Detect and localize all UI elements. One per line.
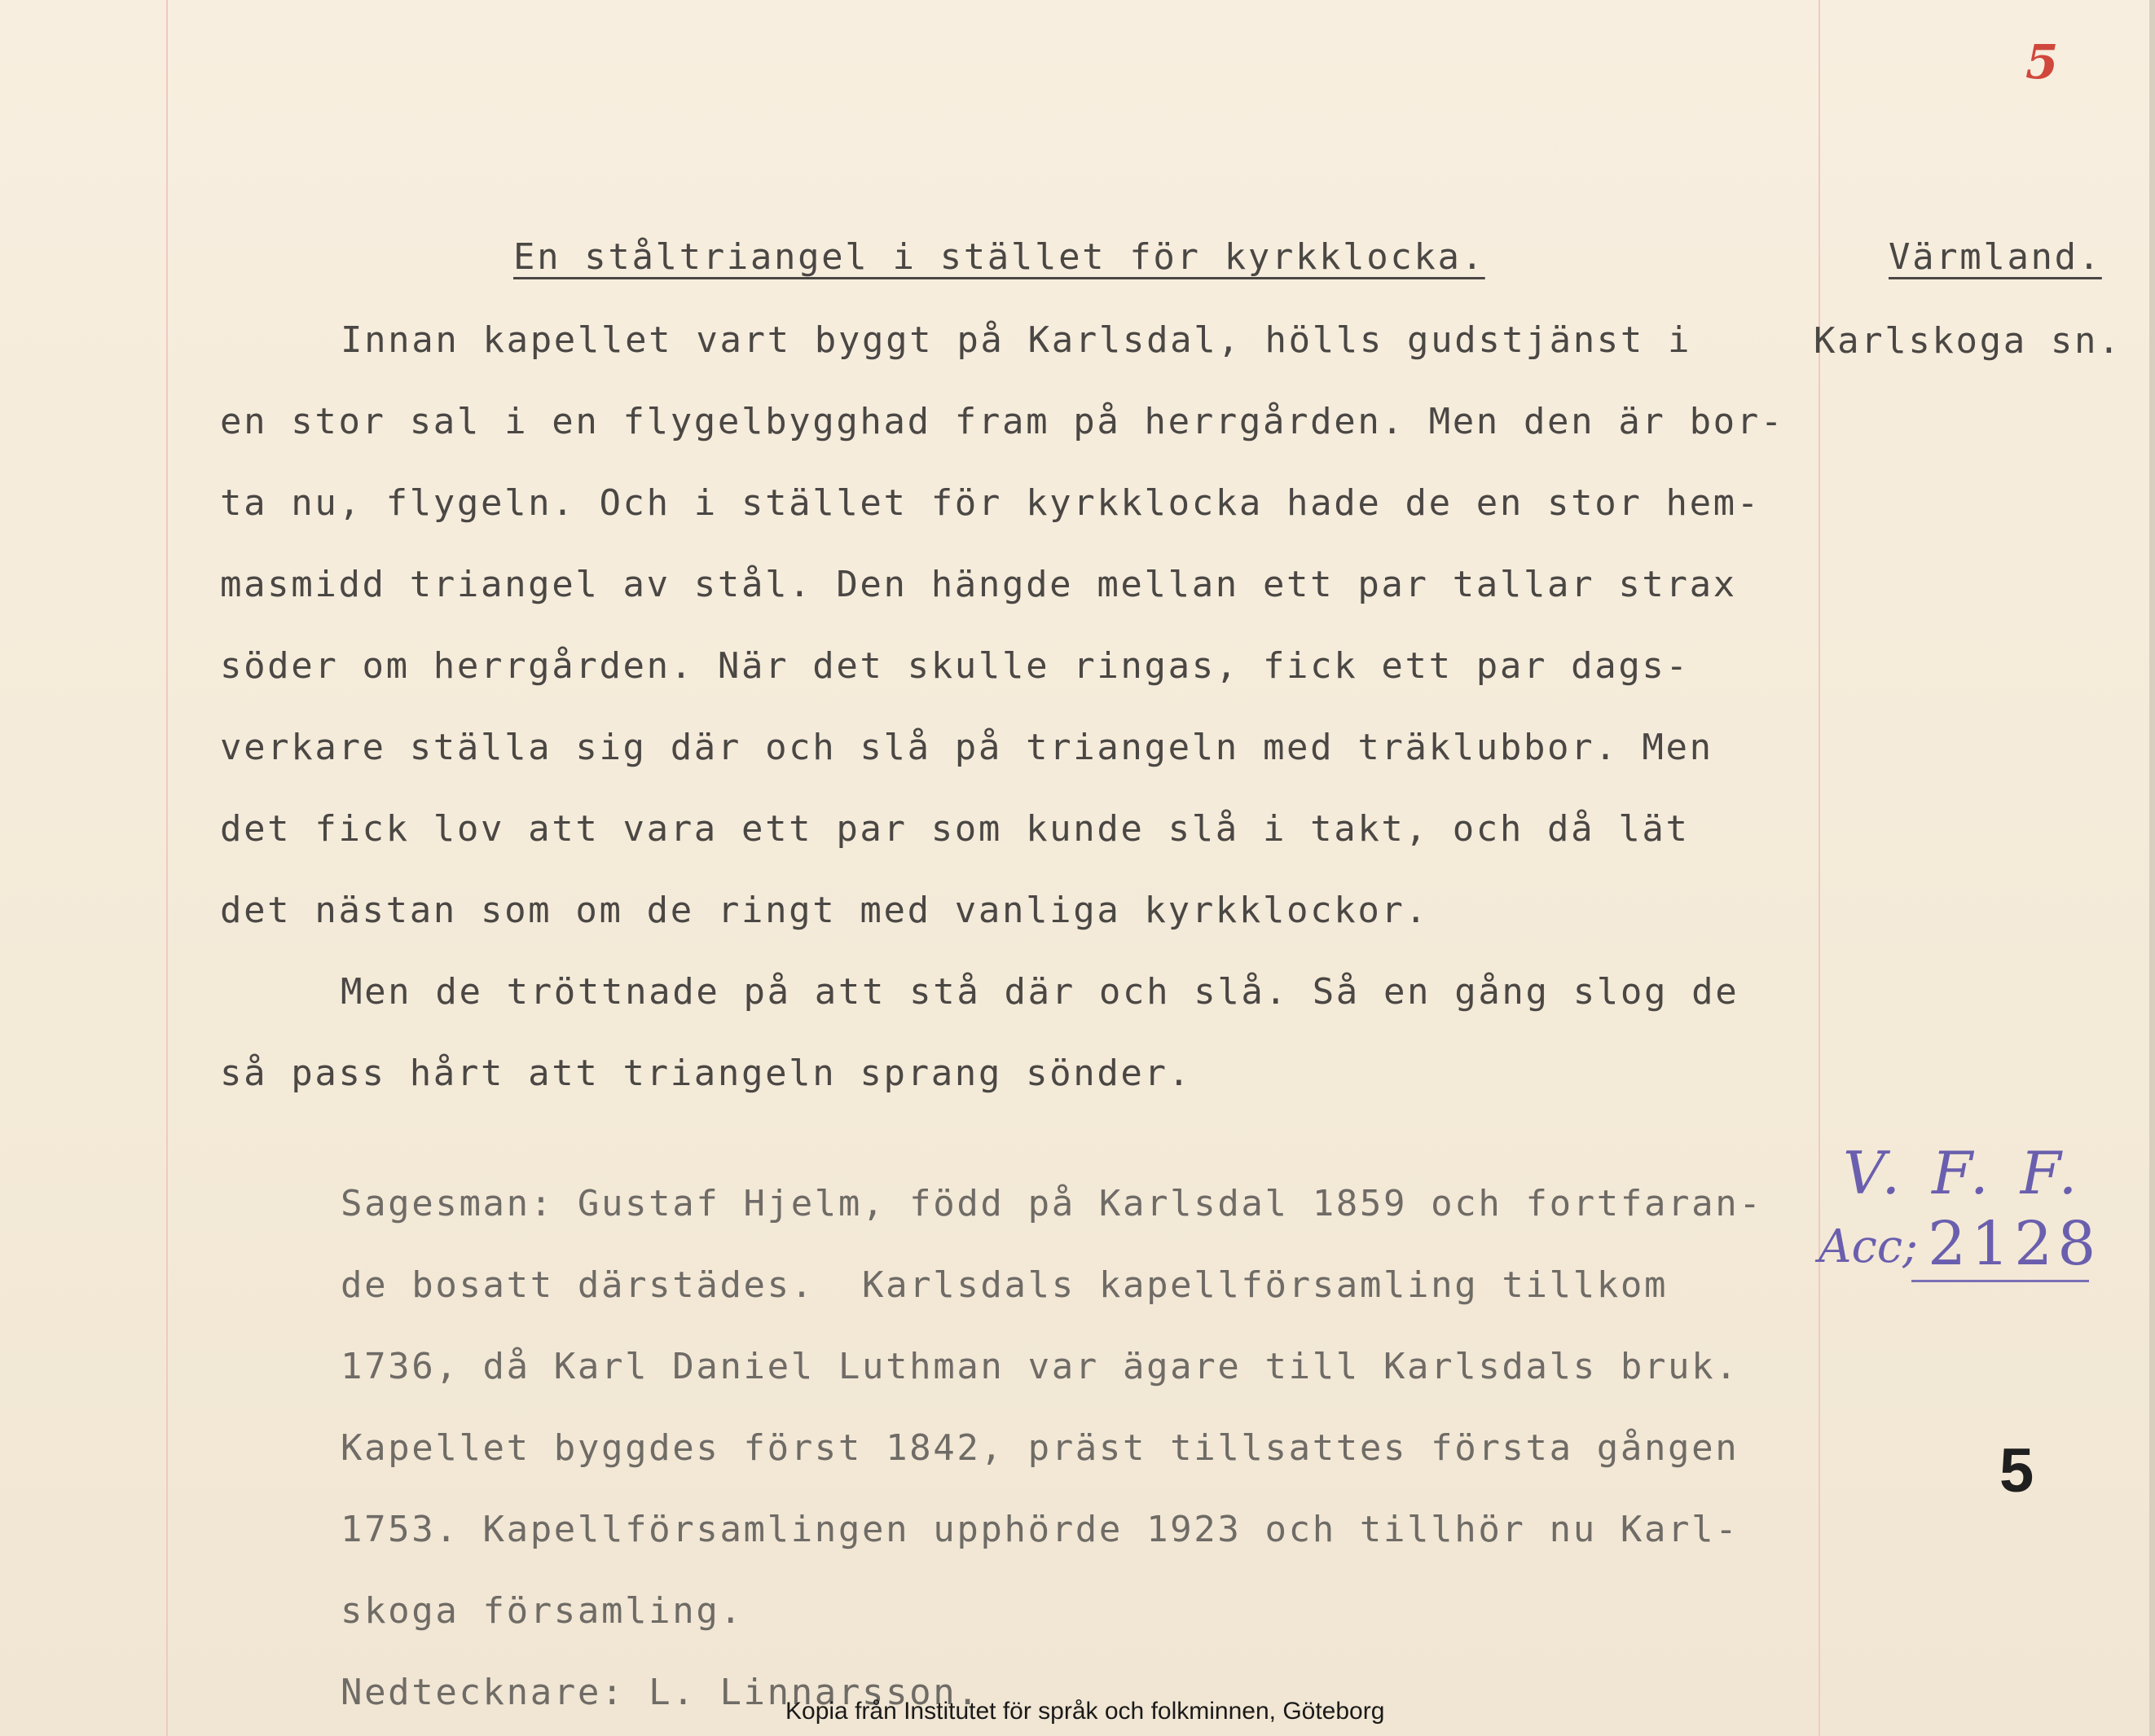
stamp-acc-number: 2128 bbox=[1928, 1209, 2101, 1279]
body-line: det fick lov att vara ett par som kunde slå i takt, och då lät bbox=[220, 808, 1690, 850]
copy-footer: Kopia från Institutet för språk och folkminnen, Göteborg bbox=[785, 1698, 1385, 1725]
stamp-vff: V. F. F. bbox=[1843, 1139, 2084, 1207]
note-line: de bosatt därstädes. Karlsdals kapellförsamling tillkom bbox=[341, 1264, 1669, 1306]
archive-page-mark: 5 bbox=[2025, 34, 2059, 90]
body-line: ta nu, flygeln. Och i stället för kyrkklocka hade de en stor hem- bbox=[220, 482, 1761, 524]
region-label: Värmland. bbox=[1889, 236, 2102, 278]
body-line: det nästan som om de ringt med vanliga kyrkklockor. bbox=[220, 890, 1429, 931]
note-line: Sagesman: Gustaf Hjelm, född på Karlsdal 1859 och fortfaran- bbox=[341, 1183, 1763, 1224]
note-line: skoga församling. bbox=[341, 1590, 744, 1632]
body-line: söder om herrgården. När det skulle ringas, fick ett par dags- bbox=[220, 645, 1690, 687]
page-number: 5 bbox=[1999, 1436, 2034, 1505]
right-margin-rule bbox=[1819, 0, 1820, 1736]
note-line: Kapellet byggdes först 1842, präst tillsattes första gången bbox=[341, 1427, 1739, 1469]
left-margin-rule bbox=[166, 0, 168, 1736]
body-line: Innan kapellet vart byggt på Karlsdal, hölls gudstjänst i bbox=[341, 319, 1692, 361]
note-line: Nedtecknare: L. Linnarsson. bbox=[341, 1672, 981, 1713]
body-line: en stor sal i en flygelbygghad fram på herrgården. Men den är bor- bbox=[220, 401, 1784, 442]
stamp-underline bbox=[1911, 1280, 2089, 1282]
body-line: verkare ställa sig där och slå på triangeln med träklubbor. Men bbox=[220, 727, 1713, 768]
body-line: Men de tröttnade på att stå där och slå. Så en gång slog de bbox=[341, 971, 1739, 1013]
note-line: 1736, då Karl Daniel Luthman var ägare till Karlsdals bruk. bbox=[341, 1346, 1739, 1387]
stamp-acc-label: Acc; bbox=[1819, 1220, 1919, 1273]
document-title: En ståltriangel i stället för kyrkklocka. bbox=[513, 236, 1485, 278]
scan-edge bbox=[2149, 0, 2155, 1736]
note-line: 1753. Kapellförsamlingen upphörde 1923 och tillhör nu Karl- bbox=[341, 1509, 1739, 1550]
body-line: så pass hårt att triangeln sprang sönder. bbox=[220, 1053, 1192, 1094]
parish-label: Karlskoga sn. bbox=[1814, 320, 2122, 362]
body-line: masmidd triangel av stål. Den hängde mellan ett par tallar strax bbox=[220, 564, 1737, 605]
